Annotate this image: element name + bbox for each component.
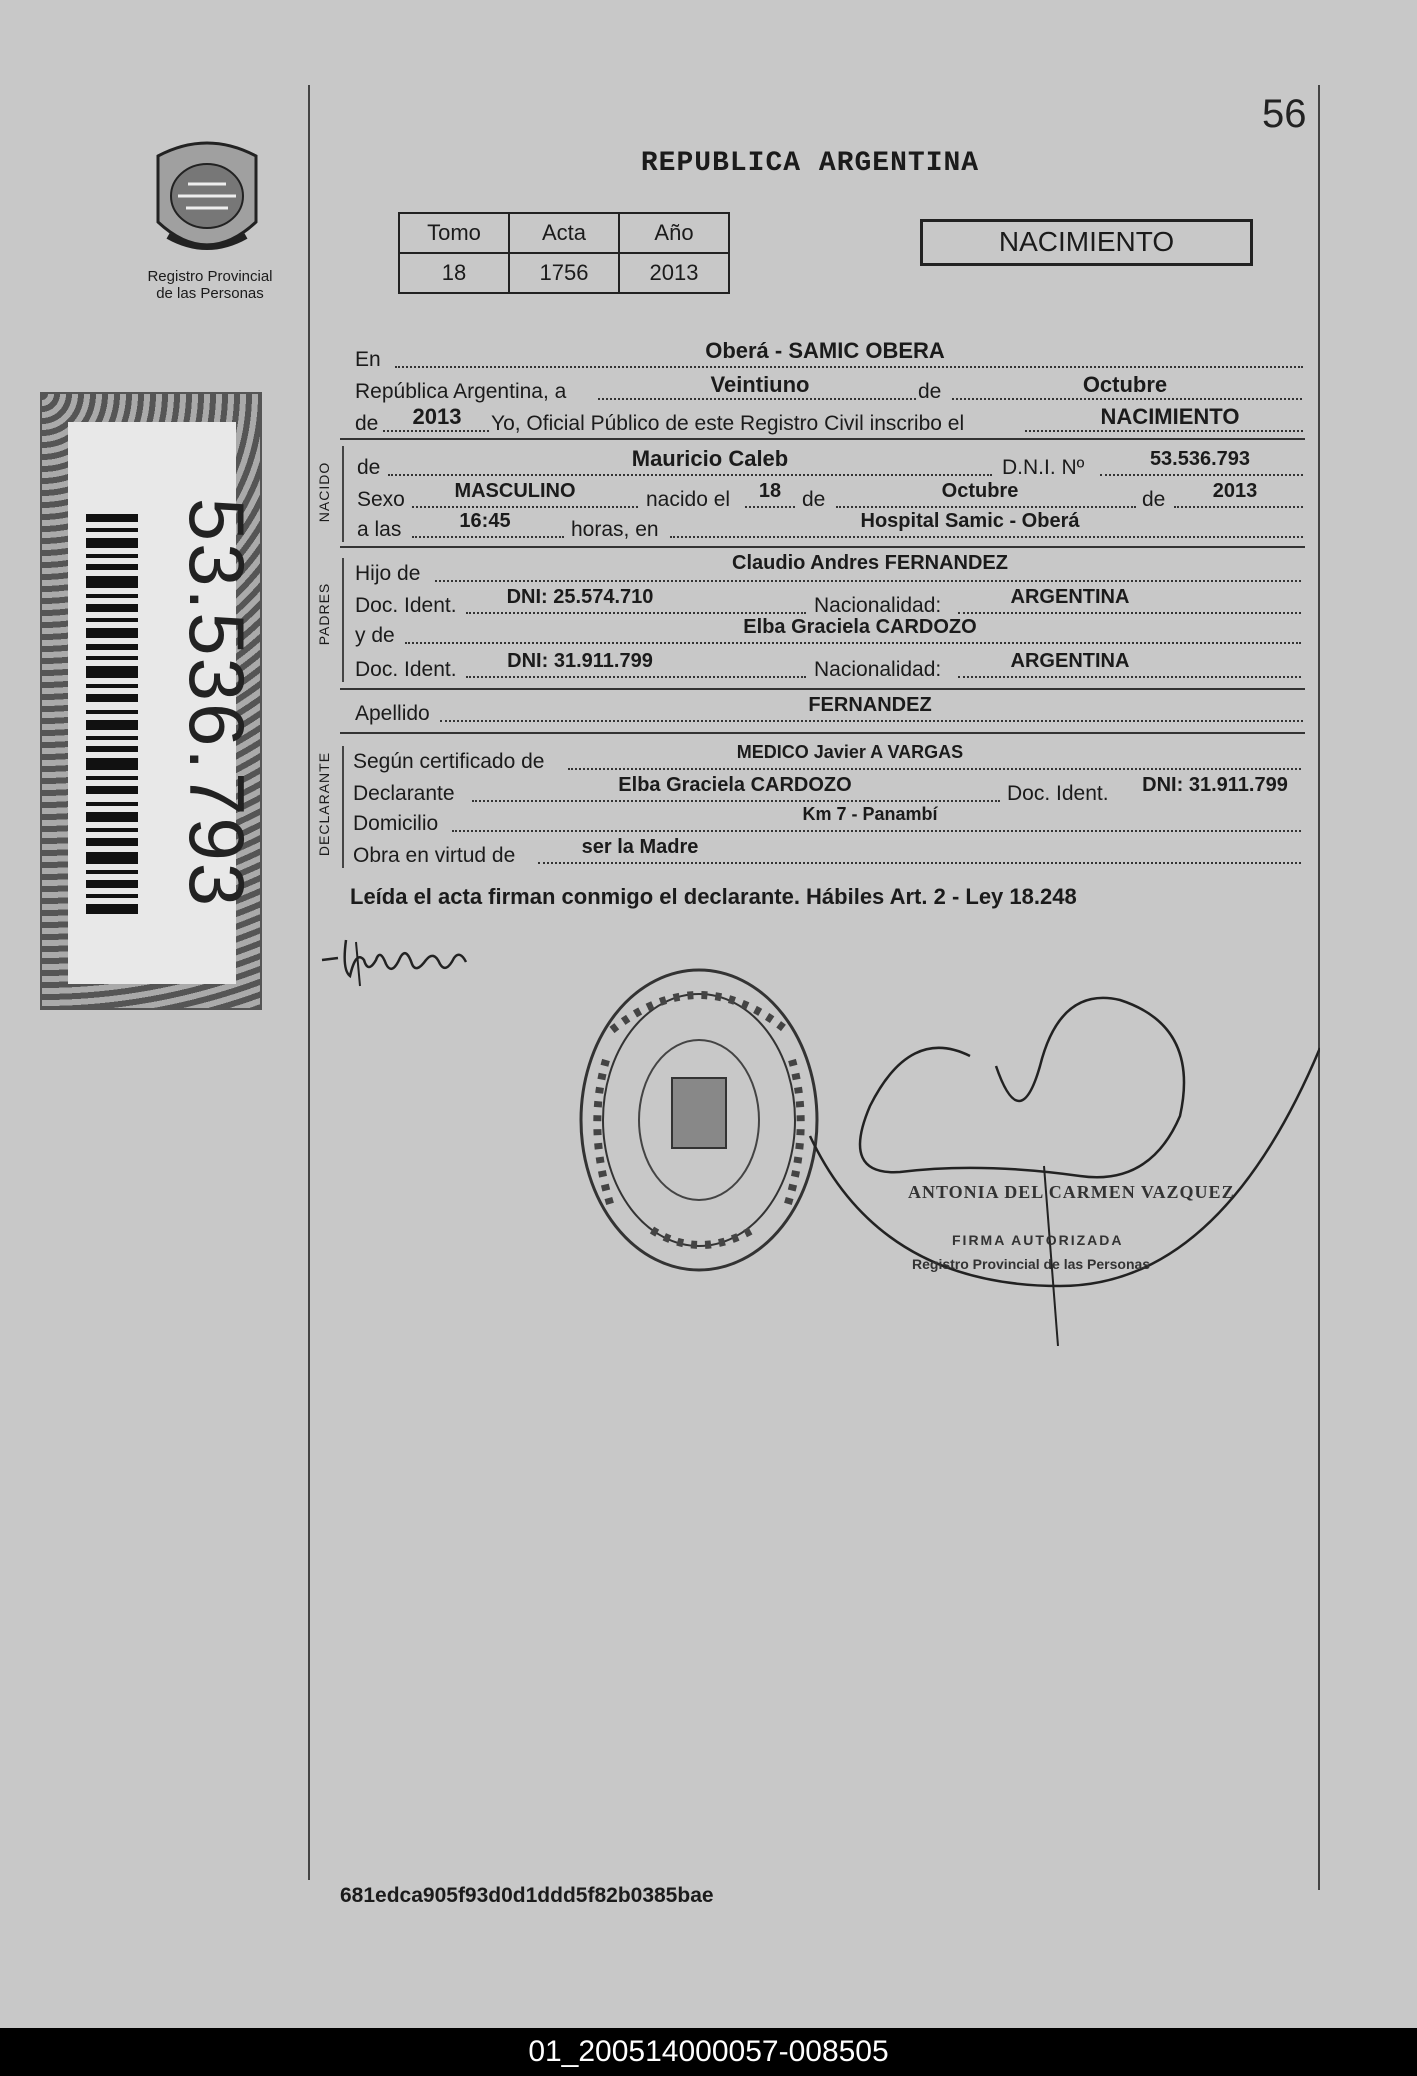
padres-section-label: PADRES: [316, 582, 332, 646]
de-label: de: [802, 488, 826, 511]
nacionalidad-label: Nacionalidad:: [814, 658, 942, 681]
dotted-line: [435, 580, 1301, 582]
year-value: 2013: [412, 404, 462, 429]
sexo-value: MASCULINO: [454, 480, 576, 502]
declarante-label: Declarante: [353, 782, 455, 805]
doc-ident-label: Doc. Ident.: [355, 658, 457, 681]
de-label: de: [918, 380, 942, 403]
nacido-el-label: nacido el: [646, 488, 731, 511]
row-ydo: [0, 616, 1417, 650]
record-type-box: NACIMIENTO: [920, 219, 1253, 266]
day-words-value: Veintiuno: [710, 372, 810, 397]
reason-value: ser la Madre: [581, 836, 699, 858]
de-label: de: [1142, 488, 1166, 511]
dotted-line: [958, 676, 1301, 678]
domicile-value: Km 7 - Panambí: [802, 804, 938, 824]
row-en: [0, 340, 1417, 370]
dotted-line: [745, 506, 795, 508]
section-rule: [340, 546, 1305, 548]
official-org: Registro Provincial de las Personas: [912, 1256, 1151, 1272]
dotted-line: [412, 506, 638, 508]
row-apellido: [0, 696, 1417, 726]
page-number: 56: [1262, 92, 1307, 136]
de-label: de: [357, 456, 381, 479]
mother-doc-value: DNI: 31.911.799: [507, 650, 653, 672]
de-label: de: [355, 412, 379, 435]
reference-table: [398, 212, 730, 294]
doc-ident-label: Doc. Ident.: [1007, 782, 1109, 805]
mother-nationality-value: ARGENTINA: [1010, 650, 1130, 672]
sexo-label: Sexo: [357, 488, 405, 511]
row-obra: [0, 836, 1417, 870]
birth-month-value: Octubre: [941, 480, 1019, 502]
registry-label-line1: Registro Provincial: [147, 268, 273, 285]
dotted-line: [670, 536, 1303, 538]
dotted-line: [452, 830, 1301, 832]
nacido-section-label: NACIDO: [316, 461, 332, 523]
scan-id-bar: 01_200514000057-008505: [0, 2028, 1417, 2076]
dotted-line: [440, 720, 1303, 722]
statement-text: Yo, Oficial Público de este Registro Civil inscribo el: [491, 412, 965, 435]
apellido-label: Apellido: [355, 702, 430, 725]
dotted-line: [958, 612, 1301, 614]
official-name: ANTONIA DEL CARMEN VAZQUEZ: [908, 1182, 1235, 1202]
row-mother-doc: [0, 652, 1417, 682]
ref-header-ano: Año: [619, 213, 729, 253]
dni-label: D.N.I. Nº: [1002, 456, 1085, 479]
month-value: Octubre: [1082, 372, 1168, 397]
time-value: 16:45: [459, 510, 511, 532]
dotted-line: [412, 536, 564, 538]
father-doc-value: DNI: 25.574.710: [506, 586, 654, 608]
provincial-seal-icon: [148, 136, 266, 264]
initials-signature-icon: [316, 930, 476, 994]
dotted-line: [405, 642, 1301, 644]
dotted-line: [466, 676, 806, 678]
dotted-line: [388, 474, 992, 476]
closing-statement: Leída el acta firman conmigo el declarante. Hábiles Art. 2 - Ley 18.248: [350, 884, 1077, 909]
section-rule: [340, 732, 1305, 734]
birth-year-value: 2013: [1212, 480, 1258, 502]
row-republica: [0, 374, 1417, 404]
dotted-line: [568, 768, 1301, 770]
hijo-label: Hijo de: [355, 562, 421, 585]
registry-label-line2: de las Personas: [156, 285, 264, 302]
declarante-section-label: DECLARANTE: [316, 751, 332, 857]
declarante-name-value: Elba Graciela CARDOZO: [618, 774, 852, 796]
document-hash: 681edca905f93d0d1ddd5f82b0385bae: [340, 1884, 714, 1907]
dotted-line: [952, 398, 1302, 400]
ref-header-tomo: Tomo: [399, 213, 509, 253]
dotted-line: [1174, 506, 1303, 508]
section-rule: [340, 438, 1305, 440]
obra-label: Obra en virtud de: [353, 844, 516, 867]
ref-value-tomo: 18: [399, 253, 509, 293]
declarante-doc-value: DNI: 31.911.799: [1142, 774, 1288, 796]
father-nationality-value: ARGENTINA: [1010, 586, 1130, 608]
dotted-line: [383, 430, 489, 432]
dotted-line: [466, 612, 806, 614]
row-year: [0, 404, 1417, 438]
row-domicilio: [0, 804, 1417, 838]
alas-label: a las: [357, 518, 402, 541]
official-signature-icon: [800, 986, 1320, 1346]
certificate-value: MEDICO Javier A VARGAS: [736, 742, 964, 762]
dotted-line: [538, 862, 1301, 864]
apellido-value: FERNANDEZ: [808, 694, 932, 716]
dotted-line: [472, 800, 1000, 802]
row-father-doc: [0, 588, 1417, 618]
father-value: Claudio Andres FERNANDEZ: [732, 552, 1008, 574]
en-label: En: [355, 348, 381, 371]
hospital-value: Hospital Samic - Oberá: [860, 510, 1080, 532]
doc-ident-label: Doc. Ident.: [355, 594, 457, 617]
record-word-value: NACIMIENTO: [1100, 404, 1240, 429]
official-role: FIRMA AUTORIZADA: [952, 1232, 1124, 1248]
ref-header-acta: Acta: [509, 213, 619, 253]
row-hijo: [0, 552, 1417, 586]
row-certificado: [0, 744, 1417, 774]
country-title: REPUBLICA ARGENTINA: [640, 148, 980, 179]
dotted-line: [395, 366, 1303, 368]
registry-label: [120, 268, 300, 302]
row-nacido-name: [0, 446, 1417, 480]
certificado-label: Según certificado de: [353, 750, 545, 773]
dotted-line: [1100, 474, 1303, 476]
place-value: Oberá - SAMIC OBERA: [705, 338, 945, 363]
ref-value-ano: 2013: [619, 253, 729, 293]
dotted-line: [1025, 430, 1303, 432]
horas-label: horas, en: [571, 518, 659, 541]
section-rule: [340, 688, 1305, 690]
nacionalidad-label: Nacionalidad:: [814, 594, 942, 617]
child-name-value: Mauricio Caleb: [631, 446, 789, 471]
dotted-line: [598, 398, 916, 400]
mother-value: Elba Graciela CARDOZO: [743, 616, 977, 638]
barcode-number: 53.536.793: [173, 497, 261, 909]
ref-value-acta: 1756: [509, 253, 619, 293]
republica-label: República Argentina, a: [355, 380, 567, 403]
row-declarante: [0, 776, 1417, 806]
domicilio-label: Domicilio: [353, 812, 439, 835]
dotted-line: [836, 506, 1136, 508]
official-round-stamp-icon: [572, 960, 826, 1280]
row-sexo: [0, 482, 1417, 512]
child-dni-value: 53.536.793: [1149, 448, 1251, 470]
row-hora: [0, 512, 1417, 542]
birth-day-value: 18: [758, 480, 782, 502]
y-de-label: y de: [355, 624, 395, 647]
